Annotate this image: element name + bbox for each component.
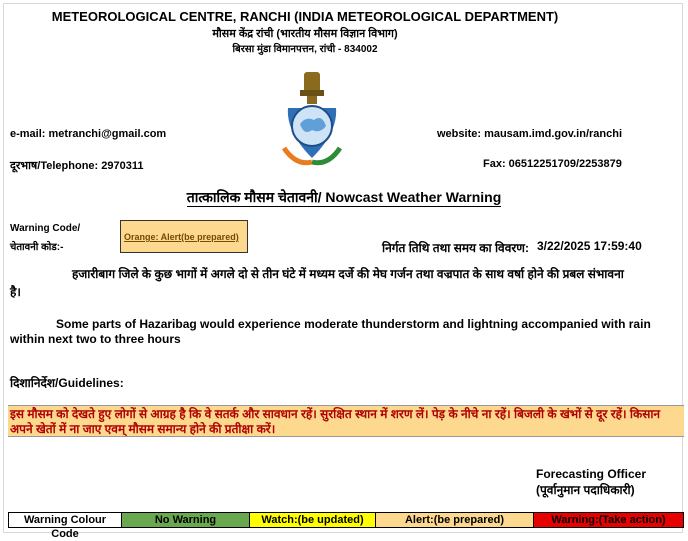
warning-code-badge (120, 220, 248, 253)
page-title (0, 188, 688, 207)
guidelines-box (8, 405, 684, 437)
legend-alert: Alert:(be prepared) (376, 513, 534, 527)
warning-code-label-hi: चेतावनी कोड:- (10, 242, 64, 253)
officer-title-en: Forecasting Officer (536, 467, 647, 481)
fax-text: Fax: 06512251709/2253879 (483, 158, 622, 170)
warning-code-label-en: Warning Code/ (10, 223, 81, 234)
website-text: website: mausam.imd.gov.in/ranchi (437, 128, 623, 140)
email-text: e-mail: metranchi@gmail.com (10, 128, 167, 140)
legend-watch: Watch:(be updated) (250, 513, 376, 527)
english-message-line1: Some parts of Hazaribag would experience moderate thunderstorm and lightning accompanied with rain (56, 317, 651, 331)
warning-colour-legend (8, 512, 684, 540)
org-address: बिरसा मुंडा विमानपत्तन, रांची - 834002 (232, 44, 378, 55)
issued-label: निर्गत तिथि तथा समय का विवरण: (382, 241, 529, 255)
org-title-hi: मौसम केंद्र रांची (भारतीय मौसम विज्ञान विभाग) (212, 28, 398, 40)
guidelines-label: दिशानिर्देश/Guidelines: (10, 376, 124, 390)
issued-datetime: 3/22/2025 17:59:40 (537, 239, 642, 253)
imd-emblem-icon (282, 70, 342, 170)
legend-no-warning: No Warning (122, 513, 250, 527)
page-title-text: तात्कालिक मौसम चेतावनी/ Nowcast Weather Warning (186, 189, 502, 205)
hindi-message-line2: है। (10, 285, 21, 299)
telephone-text: दूरभाष/Telephone: 2970311 (10, 160, 144, 172)
legend-label: Warning Colour Code (9, 513, 122, 527)
guidelines-text: इस मौसम को देखते हुए लोगों से आग्रह है कि वे सतर्क और सावधान रहें। सुरक्षित स्थान में शरण लें। पेड़ के नीचे ना रहें। बिजली के खंभों से दूर रहें। किसान अपने खेतों में ना जाए एवम् मौसम समान्य होने की प्रतीक्षा करें। (10, 407, 661, 436)
hindi-message-line1: हजारीबाग जिले के कुछ भागों में अगले दो से तीन घंटे में मध्यम दर्जे की मेघ गर्जन तथा वज्रपात के साथ वर्षा होने की प्रबल संभावना (72, 267, 624, 281)
warning-code-value: Orange: Alert(be prepared) (124, 232, 239, 242)
org-title-en: METEOROLOGICAL CENTRE, RANCHI (INDIA METEOROLOGICAL DEPARTMENT) (51, 9, 559, 24)
officer-title-hi: (पूर्वानुमान पदाधिकारी) (536, 483, 635, 497)
legend-warning: Warning:(Take action) (534, 513, 683, 527)
english-message-line2: within next two to three hours (10, 332, 181, 346)
